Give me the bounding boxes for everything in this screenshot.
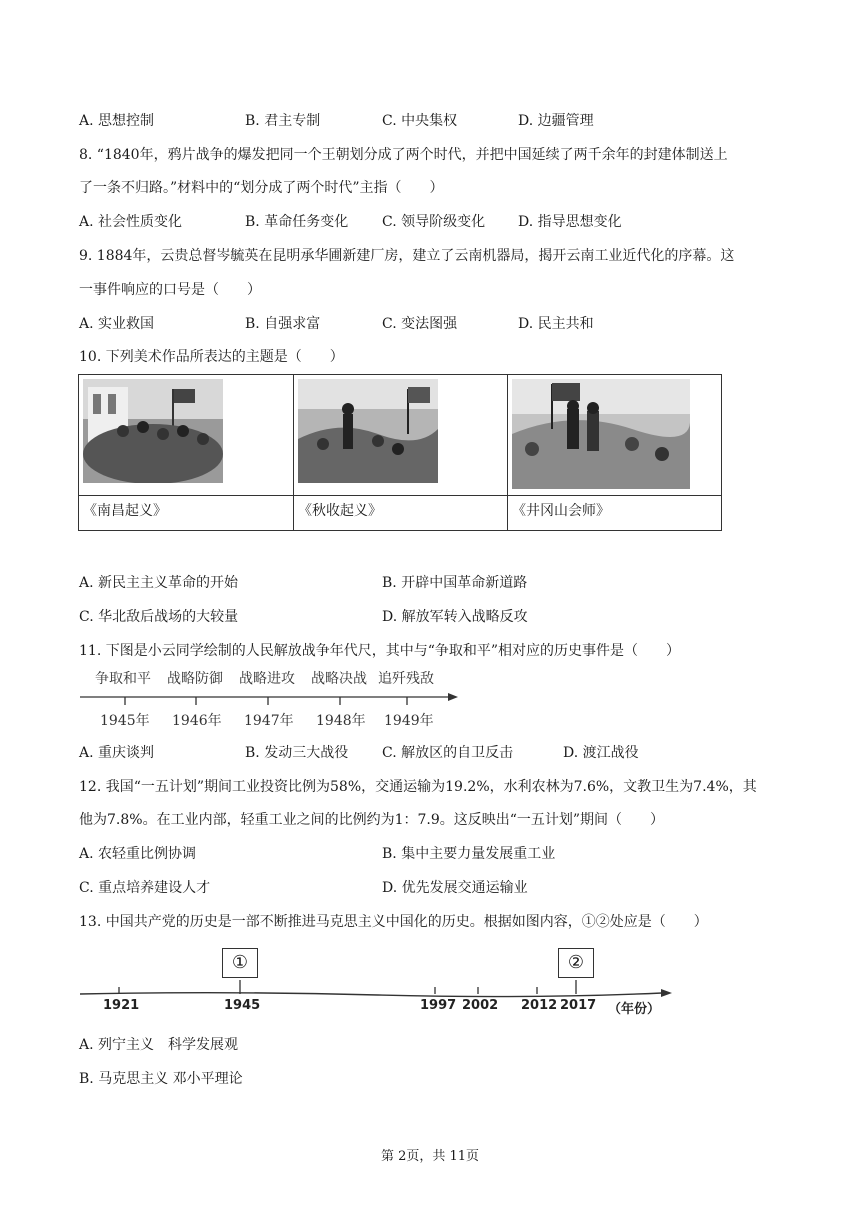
q9-option-b: B. 自强求富 — [245, 316, 321, 332]
q7-option-d: D. 边疆管理 — [518, 113, 594, 129]
caption-nanchang: 《南昌起义》 — [83, 503, 167, 519]
q9-stem-line1: 9. 1884年，云贵总督岑毓英在昆明承华圃新建厂房，建立了云南机器局，揭开云南工业近代化的序幕。这 — [79, 248, 735, 264]
jinggangshan-meeting-painting — [512, 379, 690, 489]
q8-stem-line1: 8. “1840年，鸦片战争的爆发把同一个王朝划分成了两个时代，并把中国延续了两千余年的封建体制送上 — [79, 147, 728, 163]
caption-jinggangshan: 《井冈山会师》 — [512, 503, 610, 519]
timeline-year-1945b: 1945 — [224, 998, 261, 1013]
q8-option-b: B. 革命任务变化 — [245, 214, 349, 230]
q12-stem-line2: 他为7.8%。在工业内部，轻重工业之间的比例约为1：7.9。这反映出“一五计划”期间（ ） — [79, 812, 665, 828]
timeline-marker-2: ② — [558, 948, 594, 978]
timeline-year-1921: 1921 — [103, 998, 140, 1013]
q11-stem: 11. 下图是小云同学绘制的人民解放战争年代尺，其中与“争取和平”相对应的历史事件是（ ） — [79, 643, 681, 659]
q12-stem-line1: 12. 我国“一五计划”期间工业投资比例为58%，交通运输为19.2%，水利农林为7.6%，文教卫生为7.4%，其 — [79, 779, 757, 795]
timeline-year-1946: 1946年 — [172, 713, 222, 729]
q7-option-a: A. 思想控制 — [79, 113, 155, 129]
q11-option-d: D. 渡江战役 — [563, 745, 639, 761]
q8-option-a: A. 社会性质变化 — [79, 214, 183, 230]
q10-option-a: A. 新民主主义革命的开始 — [79, 575, 239, 591]
q11-option-a: A. 重庆谈判 — [79, 745, 155, 761]
artwork-cell-nanchang — [79, 375, 294, 530]
q13-option-b: B. 马克思主义 邓小平理论 — [79, 1071, 243, 1087]
autumn-harvest-uprising-painting — [298, 379, 438, 483]
timeline-year-1945: 1945年 — [100, 713, 150, 729]
q8-stem-line2: 了一条不归路。”材料中的“划分成了两个时代”主指（ ） — [79, 180, 444, 196]
q7-option-c: C. 中央集权 — [382, 113, 458, 129]
timeline-year-1949: 1949年 — [384, 713, 434, 729]
caption-qiushou: 《秋收起义》 — [298, 503, 382, 519]
timeline-year-1947: 1947年 — [244, 713, 294, 729]
page-number: 第 2页，共 11页 — [380, 1149, 480, 1164]
q9-option-c: C. 变法图强 — [382, 316, 458, 332]
q13-stem: 13. 中国共产党的历史是一部不断推进马克思主义中国化的历史。根据如图内容，①②处应是（ ） — [79, 914, 708, 930]
q7-option-b: B. 君主专制 — [245, 113, 321, 129]
timeline-year-1948: 1948年 — [316, 713, 366, 729]
timeline-label-2: 战略防御 — [167, 671, 223, 687]
timeline-label-3: 战略进攻 — [239, 671, 295, 687]
timeline-year-2017: 2017 — [560, 998, 597, 1013]
q13-option-a: A. 列宁主义 科学发展观 — [79, 1037, 239, 1053]
timeline-year-1997: 1997 — [420, 998, 457, 1013]
q9-option-d: D. 民主共和 — [518, 316, 594, 332]
timeline-label-1: 争取和平 — [95, 671, 151, 687]
q9-stem-line2: 一事件响应的口号是（ ） — [79, 282, 261, 298]
artwork-cell-jinggangshan — [508, 375, 721, 530]
timeline-unit-label: （年份） — [608, 1002, 661, 1017]
nanchang-uprising-painting — [83, 379, 223, 483]
q8-option-c: C. 领导阶级变化 — [382, 214, 486, 230]
q8-option-d: D. 指导思想变化 — [518, 214, 622, 230]
q10-option-d: D. 解放军转入战略反攻 — [382, 609, 528, 625]
timeline-year-2002: 2002 — [462, 998, 499, 1013]
q12-option-b: B. 集中主要力量发展重工业 — [382, 846, 556, 862]
timeline-label-5: 追歼残敌 — [378, 671, 434, 687]
artwork-table — [78, 374, 722, 531]
q12-option-d: D. 优先发展交通运输业 — [382, 880, 528, 896]
timeline-marker-1: ① — [222, 948, 258, 978]
artwork-cell-qiushou — [294, 375, 508, 530]
q11-option-b: B. 发动三大战役 — [245, 745, 349, 761]
q9-option-a: A. 实业救国 — [79, 316, 155, 332]
q12-option-a: A. 农轻重比例协调 — [79, 846, 197, 862]
timeline-year-2012: 2012 — [521, 998, 558, 1013]
q12-option-c: C. 重点培养建设人才 — [79, 880, 211, 896]
q11-option-c: C. 解放区的自卫反击 — [382, 745, 514, 761]
q10-stem: 10. 下列美术作品所表达的主题是（ ） — [79, 349, 344, 365]
timeline-label-4: 战略决战 — [311, 671, 367, 687]
q10-option-c: C. 华北敌后战场的大较量 — [79, 609, 239, 625]
q10-option-b: B. 开辟中国革命新道路 — [382, 575, 528, 591]
liberation-war-timeline — [78, 668, 458, 738]
sinicization-timeline — [78, 948, 678, 1020]
